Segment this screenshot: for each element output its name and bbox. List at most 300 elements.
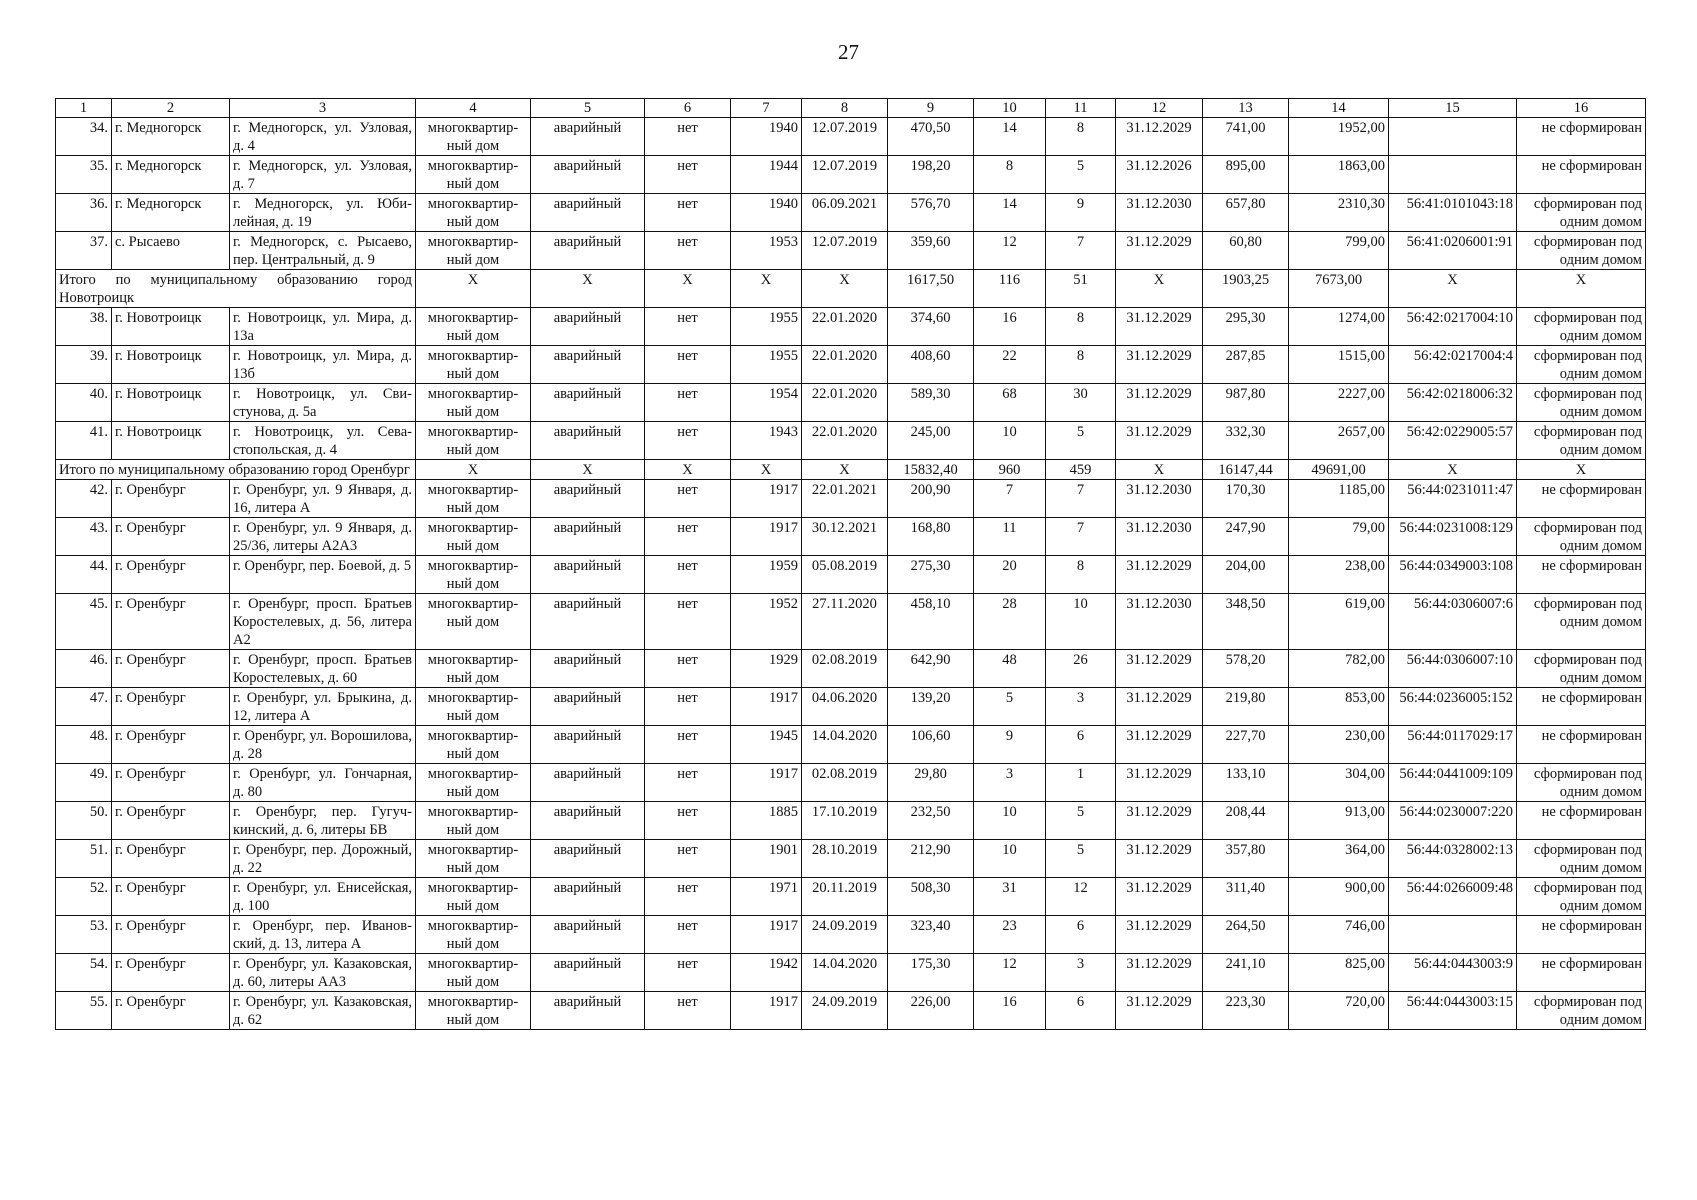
table-cell: 56:44:0230007:220 bbox=[1389, 802, 1517, 840]
table-cell: 348,50 bbox=[1203, 594, 1289, 650]
table-cell: 31.12.2030 bbox=[1116, 594, 1203, 650]
table-cell: нет bbox=[645, 518, 731, 556]
table-cell: нет bbox=[645, 384, 731, 422]
column-number-cell: 2 bbox=[112, 99, 230, 118]
table-cell: многоквартирный дом bbox=[416, 384, 531, 422]
table-cell: 56:44:0236005:152 bbox=[1389, 688, 1517, 726]
table-cell: 6 bbox=[1046, 726, 1116, 764]
table-cell: аварийный bbox=[531, 878, 645, 916]
table-cell: нет bbox=[645, 840, 731, 878]
table-cell: г. Оренбург bbox=[112, 992, 230, 1030]
table-cell: нет bbox=[645, 650, 731, 688]
table-cell: 56:42:0229005:57 bbox=[1389, 422, 1517, 460]
table-cell: 40. bbox=[56, 384, 112, 422]
table-cell: 55. bbox=[56, 992, 112, 1030]
table-cell: г. Оренбург bbox=[112, 954, 230, 992]
table-cell: 1955 bbox=[731, 346, 802, 384]
table-cell: 323,40 bbox=[888, 916, 974, 954]
table-cell: 16 bbox=[974, 308, 1046, 346]
table-cell: 50. bbox=[56, 802, 112, 840]
table-cell: сформирован под одним домом bbox=[1517, 992, 1646, 1030]
table-cell: 56:44:0349003:108 bbox=[1389, 556, 1517, 594]
table-cell: 68 bbox=[974, 384, 1046, 422]
table-cell: 14.04.2020 bbox=[802, 954, 888, 992]
table-cell: 357,80 bbox=[1203, 840, 1289, 878]
table-cell: г. Оренбург, ул. Енисейская, д. 100 bbox=[230, 878, 416, 916]
table-cell: 31.12.2029 bbox=[1116, 992, 1203, 1030]
table-cell: 5 bbox=[1046, 840, 1116, 878]
table-cell: 38. bbox=[56, 308, 112, 346]
table-cell: 31.12.2030 bbox=[1116, 480, 1203, 518]
table-cell: нет bbox=[645, 156, 731, 194]
table-cell: г. Медногорск, ул. Узловая, д. 7 bbox=[230, 156, 416, 194]
table-cell: 41. bbox=[56, 422, 112, 460]
table-cell bbox=[1389, 916, 1517, 954]
table-cell: 79,00 bbox=[1289, 518, 1389, 556]
table-cell: аварийный bbox=[531, 802, 645, 840]
table-cell: г. Оренбург bbox=[112, 878, 230, 916]
table-cell: г. Медногорск bbox=[112, 194, 230, 232]
table-cell: 11 bbox=[974, 518, 1046, 556]
table-row bbox=[56, 764, 1646, 802]
table-cell: 31 bbox=[974, 878, 1046, 916]
table-cell: аварийный bbox=[531, 422, 645, 460]
table-cell: г. Оренбург bbox=[112, 916, 230, 954]
table-cell: 7 bbox=[1046, 232, 1116, 270]
table-cell: 04.06.2020 bbox=[802, 688, 888, 726]
total-value-cell: Х bbox=[1116, 460, 1203, 480]
table-cell: нет bbox=[645, 688, 731, 726]
table-cell: 22 bbox=[974, 346, 1046, 384]
table-cell: 8 bbox=[1046, 556, 1116, 594]
table-cell: 6 bbox=[1046, 992, 1116, 1030]
table-row bbox=[56, 384, 1646, 422]
table-cell: г. Медногорск, ул. Юбилейная, д. 19 bbox=[230, 194, 416, 232]
total-value-cell: 51 bbox=[1046, 270, 1116, 308]
table-cell: 1971 bbox=[731, 878, 802, 916]
table-cell: 49. bbox=[56, 764, 112, 802]
table-cell: 589,30 bbox=[888, 384, 974, 422]
table-cell: нет bbox=[645, 764, 731, 802]
total-value-cell: Х bbox=[1389, 460, 1517, 480]
table-cell: сформирован под одним домом bbox=[1517, 422, 1646, 460]
table-cell: 31.12.2029 bbox=[1116, 802, 1203, 840]
table-cell: 31.12.2030 bbox=[1116, 518, 1203, 556]
table-row bbox=[56, 346, 1646, 384]
table-cell: 8 bbox=[1046, 118, 1116, 156]
table-cell: 1 bbox=[1046, 764, 1116, 802]
table-cell: многоквартирный дом bbox=[416, 916, 531, 954]
table-cell: г. Оренбург, пер. Дорожный, д. 22 bbox=[230, 840, 416, 878]
table-cell: 232,50 bbox=[888, 802, 974, 840]
table-cell: 6 bbox=[1046, 916, 1116, 954]
table-cell: г. Оренбург bbox=[112, 764, 230, 802]
table-cell: 2227,00 bbox=[1289, 384, 1389, 422]
table-row bbox=[56, 118, 1646, 156]
total-value-cell: 960 bbox=[974, 460, 1046, 480]
total-value-cell: Х bbox=[802, 270, 888, 308]
total-value-cell: Х bbox=[645, 270, 731, 308]
table-cell: г. Оренбург, ул. 9 Января, д. 16, литера А bbox=[230, 480, 416, 518]
table-cell: многоквартирный дом bbox=[416, 688, 531, 726]
table-cell: сформирован под одним домом bbox=[1517, 878, 1646, 916]
table-cell: 31.12.2029 bbox=[1116, 422, 1203, 460]
total-value-cell: 1617,50 bbox=[888, 270, 974, 308]
table-cell: 245,00 bbox=[888, 422, 974, 460]
table-cell: г. Оренбург, пер. Боевой, д. 5 bbox=[230, 556, 416, 594]
table-cell: 56:44:0306007:6 bbox=[1389, 594, 1517, 650]
table-cell: 200,90 bbox=[888, 480, 974, 518]
table-cell: 720,00 bbox=[1289, 992, 1389, 1030]
table-row bbox=[56, 954, 1646, 992]
table-cell: 3 bbox=[1046, 688, 1116, 726]
page-number: 27 bbox=[838, 40, 859, 64]
table-cell: 1942 bbox=[731, 954, 802, 992]
table-cell: 26 bbox=[1046, 650, 1116, 688]
table-cell: многоквартирный дом bbox=[416, 802, 531, 840]
total-value-cell: Х bbox=[531, 270, 645, 308]
table-cell: 51. bbox=[56, 840, 112, 878]
table-cell: не сформирован bbox=[1517, 156, 1646, 194]
table-cell: г. Оренбург, ул. 9 Января, д. 25/36, литеры А2А3 bbox=[230, 518, 416, 556]
table-cell: г. Оренбург, ул. Казаковская, д. 62 bbox=[230, 992, 416, 1030]
table-cell: 56:44:0231008:129 bbox=[1389, 518, 1517, 556]
table-row bbox=[56, 840, 1646, 878]
table-cell: 1954 bbox=[731, 384, 802, 422]
table-cell: 5 bbox=[1046, 156, 1116, 194]
table-cell: 45. bbox=[56, 594, 112, 650]
column-number-cell: 13 bbox=[1203, 99, 1289, 118]
table-cell: нет bbox=[645, 594, 731, 650]
table-cell: аварийный bbox=[531, 726, 645, 764]
table-cell: 364,00 bbox=[1289, 840, 1389, 878]
table-cell: г. Новотроицк, ул. Мира, д. 13а bbox=[230, 308, 416, 346]
table-cell: г. Оренбург bbox=[112, 840, 230, 878]
table-row bbox=[56, 650, 1646, 688]
table-cell: многоквартирный дом bbox=[416, 480, 531, 518]
table-row bbox=[56, 726, 1646, 764]
table-cell: 12.07.2019 bbox=[802, 118, 888, 156]
table-cell: 02.08.2019 bbox=[802, 764, 888, 802]
table-cell: 56:44:0443003:9 bbox=[1389, 954, 1517, 992]
table-cell: г. Новотроицк bbox=[112, 346, 230, 384]
table-cell: многоквартирный дом bbox=[416, 422, 531, 460]
table-cell: 7 bbox=[1046, 518, 1116, 556]
table-row bbox=[56, 878, 1646, 916]
table-cell: сформирован под одним домом bbox=[1517, 764, 1646, 802]
table-cell: 5 bbox=[974, 688, 1046, 726]
total-value-cell: 116 bbox=[974, 270, 1046, 308]
table-cell: не сформирован bbox=[1517, 802, 1646, 840]
table-cell: 275,30 bbox=[888, 556, 974, 594]
table-cell: 56:42:0217004:10 bbox=[1389, 308, 1517, 346]
table-cell: 56:44:0306007:10 bbox=[1389, 650, 1517, 688]
table-cell: 31.12.2029 bbox=[1116, 726, 1203, 764]
table-cell: 8 bbox=[1046, 346, 1116, 384]
table-cell: 1955 bbox=[731, 308, 802, 346]
table-cell: г. Новотроицк bbox=[112, 384, 230, 422]
total-value-cell: Х bbox=[1116, 270, 1203, 308]
table-cell: нет bbox=[645, 556, 731, 594]
table-cell: 8 bbox=[974, 156, 1046, 194]
table-cell: аварийный bbox=[531, 384, 645, 422]
table-cell: 31.12.2029 bbox=[1116, 556, 1203, 594]
table-cell: 578,20 bbox=[1203, 650, 1289, 688]
table-cell: 3 bbox=[1046, 954, 1116, 992]
table-cell: 175,30 bbox=[888, 954, 974, 992]
table-cell: 304,00 bbox=[1289, 764, 1389, 802]
table-cell: 42. bbox=[56, 480, 112, 518]
table-cell: г. Оренбург, пер. Ивановский, д. 13, литера А bbox=[230, 916, 416, 954]
total-value-cell: Х bbox=[531, 460, 645, 480]
table-cell: аварийный bbox=[531, 346, 645, 384]
table-cell: не сформирован bbox=[1517, 916, 1646, 954]
table-cell: 31.12.2029 bbox=[1116, 308, 1203, 346]
table-cell: 238,00 bbox=[1289, 556, 1389, 594]
column-number-cell: 12 bbox=[1116, 99, 1203, 118]
table-cell: г. Медногорск bbox=[112, 118, 230, 156]
table-row bbox=[56, 992, 1646, 1030]
table-cell: 241,10 bbox=[1203, 954, 1289, 992]
table-cell: 133,10 bbox=[1203, 764, 1289, 802]
column-number-cell: 7 bbox=[731, 99, 802, 118]
total-label: Итого по муниципальному образованию город Оренбург bbox=[56, 460, 416, 480]
table-cell: сформирован под одним домом bbox=[1517, 308, 1646, 346]
table-cell: г. Оренбург bbox=[112, 802, 230, 840]
table-cell: 408,60 bbox=[888, 346, 974, 384]
table-row bbox=[56, 422, 1646, 460]
table-cell: 56:44:0441009:109 bbox=[1389, 764, 1517, 802]
table-cell: г. Оренбург, ул. Брыкина, д. 12, литера А bbox=[230, 688, 416, 726]
table-cell: 8 bbox=[1046, 308, 1116, 346]
table-cell: не сформирован bbox=[1517, 688, 1646, 726]
table-cell: 24.09.2019 bbox=[802, 916, 888, 954]
table-cell: 139,20 bbox=[888, 688, 974, 726]
table-cell: 3 bbox=[974, 764, 1046, 802]
table-cell: многоквартирный дом bbox=[416, 764, 531, 802]
column-number-cell: 1 bbox=[56, 99, 112, 118]
table-cell: 12.07.2019 bbox=[802, 232, 888, 270]
table-cell: 1901 bbox=[731, 840, 802, 878]
table-cell: 60,80 bbox=[1203, 232, 1289, 270]
total-value-cell: Х bbox=[1517, 460, 1646, 480]
table-cell: нет bbox=[645, 802, 731, 840]
table-cell: аварийный bbox=[531, 916, 645, 954]
table-cell: 20 bbox=[974, 556, 1046, 594]
table-cell: 374,60 bbox=[888, 308, 974, 346]
table-cell: 1944 bbox=[731, 156, 802, 194]
table-cell: 31.12.2029 bbox=[1116, 764, 1203, 802]
table-cell: 208,44 bbox=[1203, 802, 1289, 840]
table-cell: 37. bbox=[56, 232, 112, 270]
table-cell: 43. bbox=[56, 518, 112, 556]
table-cell: 10 bbox=[1046, 594, 1116, 650]
total-value-cell: Х bbox=[416, 460, 531, 480]
table-cell: 22.01.2020 bbox=[802, 422, 888, 460]
table-cell: 14 bbox=[974, 194, 1046, 232]
table-cell: г. Новотроицк, ул. Севастопольская, д. 4 bbox=[230, 422, 416, 460]
total-value-cell: Х bbox=[416, 270, 531, 308]
table-cell: г. Новотроицк, ул. Свистунова, д. 5а bbox=[230, 384, 416, 422]
table-cell: г. Новотроицк, ул. Мира, д. 13б bbox=[230, 346, 416, 384]
table-cell: 29,80 bbox=[888, 764, 974, 802]
table-cell: 31.12.2029 bbox=[1116, 650, 1203, 688]
table-cell: не сформирован bbox=[1517, 726, 1646, 764]
table-cell: 47. bbox=[56, 688, 112, 726]
table-cell: 619,00 bbox=[1289, 594, 1389, 650]
table-cell: 1943 bbox=[731, 422, 802, 460]
table-cell: 219,80 bbox=[1203, 688, 1289, 726]
table-cell: 332,30 bbox=[1203, 422, 1289, 460]
table-cell: сформирован под одним домом bbox=[1517, 840, 1646, 878]
table-cell: 895,00 bbox=[1203, 156, 1289, 194]
table-cell: 1952 bbox=[731, 594, 802, 650]
table-cell: 576,70 bbox=[888, 194, 974, 232]
table-cell: 35. bbox=[56, 156, 112, 194]
table-cell: 54. bbox=[56, 954, 112, 992]
table-cell: 34. bbox=[56, 118, 112, 156]
table-cell: 9 bbox=[1046, 194, 1116, 232]
table-cell: 2310,30 bbox=[1289, 194, 1389, 232]
table-cell: нет bbox=[645, 194, 731, 232]
table-row bbox=[56, 556, 1646, 594]
table-row bbox=[56, 518, 1646, 556]
table-cell: 56:44:0266009:48 bbox=[1389, 878, 1517, 916]
table-cell: 02.08.2019 bbox=[802, 650, 888, 688]
table-cell: сформирован под одним домом bbox=[1517, 346, 1646, 384]
table-cell: 782,00 bbox=[1289, 650, 1389, 688]
table-cell: г. Оренбург, ул. Гончарная, д. 80 bbox=[230, 764, 416, 802]
table-cell: 7 bbox=[974, 480, 1046, 518]
total-value-cell: 459 bbox=[1046, 460, 1116, 480]
table-cell: 22.01.2020 bbox=[802, 308, 888, 346]
table-cell: 12 bbox=[974, 954, 1046, 992]
table-cell: 48 bbox=[974, 650, 1046, 688]
table-cell: г. Оренбург bbox=[112, 594, 230, 650]
table-cell: 1929 bbox=[731, 650, 802, 688]
table-cell: 212,90 bbox=[888, 840, 974, 878]
table-cell: 5 bbox=[1046, 422, 1116, 460]
table-cell: 56:42:0217004:4 bbox=[1389, 346, 1517, 384]
table-row bbox=[56, 156, 1646, 194]
table-cell: аварийный bbox=[531, 480, 645, 518]
table-cell: аварийный bbox=[531, 954, 645, 992]
table-cell: 1953 bbox=[731, 232, 802, 270]
column-number-cell: 10 bbox=[974, 99, 1046, 118]
table-cell: 14.04.2020 bbox=[802, 726, 888, 764]
table-cell: многоквартирный дом bbox=[416, 726, 531, 764]
table-cell: 1917 bbox=[731, 480, 802, 518]
total-value-cell: Х bbox=[731, 270, 802, 308]
table-cell: г. Новотроицк bbox=[112, 308, 230, 346]
table-cell: многоквартирный дом bbox=[416, 954, 531, 992]
table-cell: г. Медногорск, ул. Узловая, д. 4 bbox=[230, 118, 416, 156]
table-cell: сформирован под одним домом bbox=[1517, 194, 1646, 232]
table-cell: многоквартирный дом bbox=[416, 308, 531, 346]
total-value-cell: 7673,00 bbox=[1289, 270, 1389, 308]
table-cell: 27.11.2020 bbox=[802, 594, 888, 650]
table-cell: 227,70 bbox=[1203, 726, 1289, 764]
column-number-cell: 6 bbox=[645, 99, 731, 118]
table-cell: многоквартирный дом bbox=[416, 594, 531, 650]
table-cell: 22.01.2020 bbox=[802, 384, 888, 422]
table-cell: 1917 bbox=[731, 916, 802, 954]
table-cell: 170,30 bbox=[1203, 480, 1289, 518]
table-cell: 359,60 bbox=[888, 232, 974, 270]
table-cell: 230,00 bbox=[1289, 726, 1389, 764]
column-number-cell: 3 bbox=[230, 99, 416, 118]
column-number-cell: 15 bbox=[1389, 99, 1517, 118]
total-value-cell: Х bbox=[645, 460, 731, 480]
table-cell: 28.10.2019 bbox=[802, 840, 888, 878]
table-cell: 24.09.2019 bbox=[802, 992, 888, 1030]
table-cell: нет bbox=[645, 878, 731, 916]
table-cell: 458,10 bbox=[888, 594, 974, 650]
table-cell: 1945 bbox=[731, 726, 802, 764]
total-value-cell: Х bbox=[1389, 270, 1517, 308]
table-cell: 31.12.2029 bbox=[1116, 688, 1203, 726]
table-cell: нет bbox=[645, 232, 731, 270]
table-cell: 642,90 bbox=[888, 650, 974, 688]
table-cell: нет bbox=[645, 480, 731, 518]
table-cell: 508,30 bbox=[888, 878, 974, 916]
table-cell: 799,00 bbox=[1289, 232, 1389, 270]
table-cell: 2657,00 bbox=[1289, 422, 1389, 460]
table-cell: 56:42:0218006:32 bbox=[1389, 384, 1517, 422]
table-cell: сформирован под одним домом bbox=[1517, 650, 1646, 688]
table-cell: 31.12.2026 bbox=[1116, 156, 1203, 194]
table-cell: нет bbox=[645, 726, 731, 764]
table-cell: аварийный bbox=[531, 688, 645, 726]
table-cell: нет bbox=[645, 954, 731, 992]
table-cell bbox=[1389, 118, 1517, 156]
table-cell: аварийный bbox=[531, 650, 645, 688]
table-cell: 7 bbox=[1046, 480, 1116, 518]
table-cell: 36. bbox=[56, 194, 112, 232]
table-cell: 1863,00 bbox=[1289, 156, 1389, 194]
table-cell: 10 bbox=[974, 840, 1046, 878]
total-value-cell: 16147,44 bbox=[1203, 460, 1289, 480]
table-cell: г. Оренбург bbox=[112, 688, 230, 726]
table-cell: многоквартирный дом bbox=[416, 878, 531, 916]
table-cell: сформирован под одним домом bbox=[1517, 384, 1646, 422]
table-cell: г. Оренбург, ул. Казаковская, д. 60, литеры АА3 bbox=[230, 954, 416, 992]
table-cell: г. Оренбург bbox=[112, 556, 230, 594]
table-cell: многоквартирный дом bbox=[416, 232, 531, 270]
table-cell: 31.12.2029 bbox=[1116, 954, 1203, 992]
table-cell: 56:44:0117029:17 bbox=[1389, 726, 1517, 764]
table-cell: г. Новотроицк bbox=[112, 422, 230, 460]
total-value-cell: Х bbox=[1517, 270, 1646, 308]
table-cell: 204,00 bbox=[1203, 556, 1289, 594]
table-row bbox=[56, 916, 1646, 954]
column-number-cell: 8 bbox=[802, 99, 888, 118]
table-cell: г. Медногорск bbox=[112, 156, 230, 194]
table-cell: 56:44:0328002:13 bbox=[1389, 840, 1517, 878]
table-cell: 825,00 bbox=[1289, 954, 1389, 992]
table-cell: 52. bbox=[56, 878, 112, 916]
table-cell: 22.01.2021 bbox=[802, 480, 888, 518]
table-cell: аварийный bbox=[531, 764, 645, 802]
table-cell: 39. bbox=[56, 346, 112, 384]
table-cell: 56:41:0101043:18 bbox=[1389, 194, 1517, 232]
table-cell: 657,80 bbox=[1203, 194, 1289, 232]
column-number-cell: 16 bbox=[1517, 99, 1646, 118]
table-cell: многоквартирный дом bbox=[416, 840, 531, 878]
table-cell: 46. bbox=[56, 650, 112, 688]
table-cell: нет bbox=[645, 346, 731, 384]
table-row bbox=[56, 802, 1646, 840]
